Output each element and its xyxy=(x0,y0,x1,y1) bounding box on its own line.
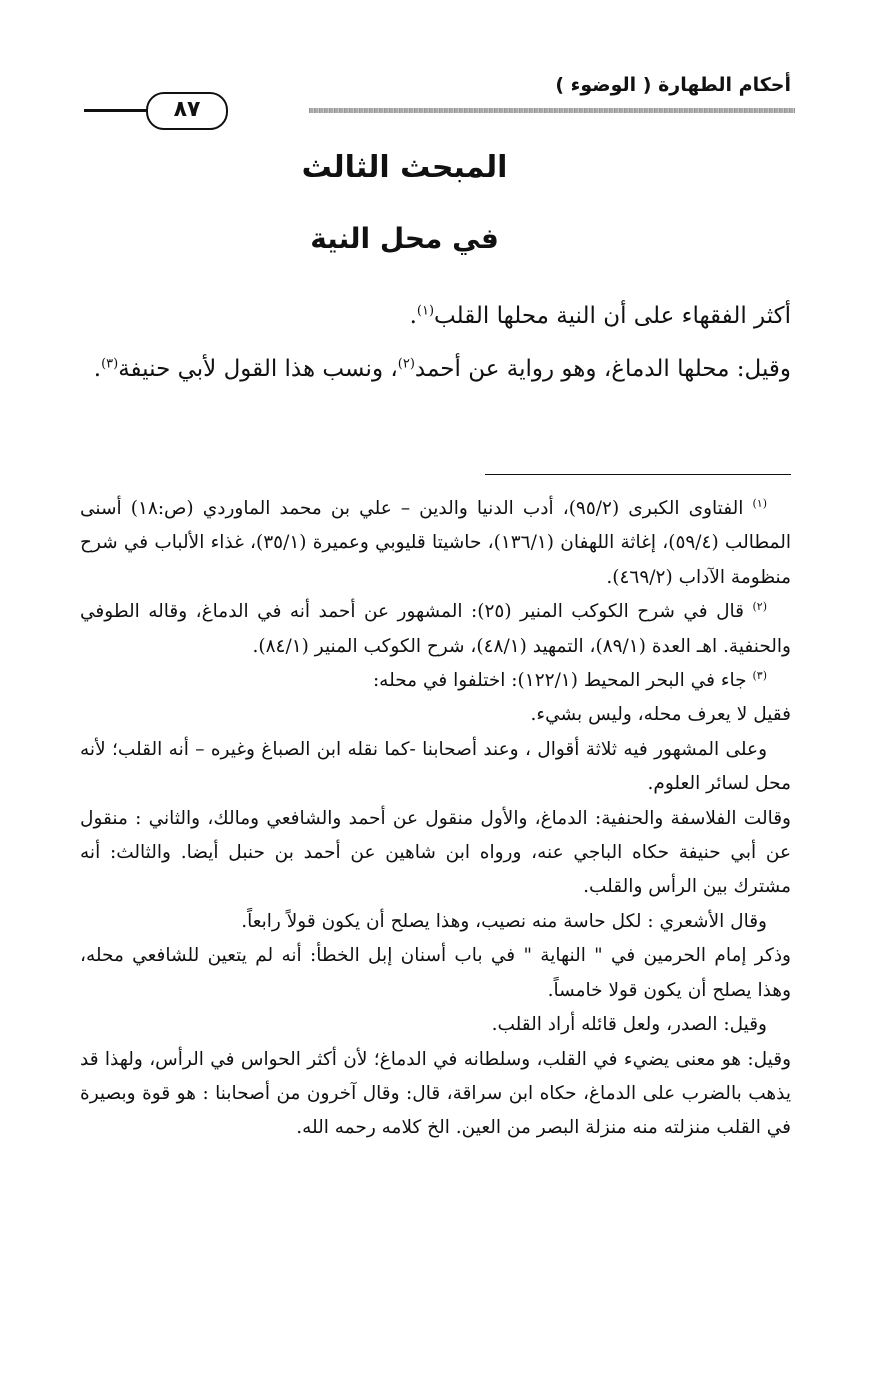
footnote xyxy=(80,595,791,664)
body-paragraph-2-text-b: ، ونسب هذا القول لأبي حنيفة xyxy=(118,356,398,382)
body-paragraph-2-text-a: وقيل: محلها الدماغ، وهو رواية عن أحمد xyxy=(414,356,791,382)
footnote-ref-3: (٣) xyxy=(101,356,119,372)
footnote-continuation-line: وذكر إمام الحرمين في " النهاية " في باب أسنان إبل الخطأ: أنه لم يتعين للشافعي محله، وهذا يصلح أن يكون قولا خامساً. xyxy=(80,945,791,1001)
footnote-ref-1: (١) xyxy=(416,303,435,319)
header-rule-texture xyxy=(309,108,795,113)
footnote-continuation-line: وقيل: الصدر، ولعل قائله أراد القلب. xyxy=(491,1014,767,1036)
body-paragraph-1-end: . xyxy=(409,303,417,329)
body-paragraph-1 xyxy=(82,290,791,343)
footnote-continuation-line: فقيل لا يعرف محله، وليس بشيء. xyxy=(530,704,791,726)
body-paragraph-2-end: . xyxy=(93,356,102,382)
body-paragraph-1-text: أكثر الفقهاء على أن النية محلها القلب xyxy=(434,303,791,329)
running-header-title: أحكام الطهارة ( الوضوء ) xyxy=(555,74,791,96)
footnote-text: قال في شرح الكوكب المنير (٢٥): المشهور عن أحمد أنه في الدماغ، وقاله الطوفي والحنفية. اهـ العدة (٨٩/١)، التمهيد (٤٨/١)، شرح الكوكب المنير (٨٤/١). xyxy=(80,601,791,657)
footnote-continuation-line: وعلى المشهور فيه ثلاثة أقوال ، وعند أصحابنا -كما نقله ابن الصباغ وغيره – أنه القلب؛ لأنه محل لسائر العلوم. xyxy=(80,738,791,795)
footnote xyxy=(80,664,791,698)
footnotes xyxy=(80,492,791,1146)
footnote-number: (٢) xyxy=(752,600,767,614)
section-heading: المبحث الثالث xyxy=(301,150,508,185)
body-paragraph-2 xyxy=(82,343,791,396)
footnote xyxy=(80,492,791,595)
footnote-continuation-line: وقالت الفلاسفة والحنفية: الدماغ، والأول منقول عن أحمد والشافعي ومالك، والثاني : منقول عن أبي حنيفة حكاه الباجي عنه، ورواه ابن شاهين عن أحمد بن حنبل أيضا. والثالث: أنه مشترك بين الرأس والقلب. xyxy=(80,807,791,898)
page-number: ٨٧ xyxy=(146,92,228,130)
section-subtitle: في محل النية xyxy=(310,222,499,255)
footnote-number: (٣) xyxy=(752,668,767,682)
footnote-number: (١) xyxy=(752,496,767,510)
footnote-text: جاء في البحر المحيط (١٢٢/١): اختلفوا في محله: xyxy=(372,670,747,692)
footnote-ref-2: (٢) xyxy=(397,356,415,372)
footnote-continuation-line: وقيل: هو معنى يضيء في القلب، وسلطانه في الدماغ؛ لأن أكثر الحواس في الرأس، ولهذا قد يذهب بالضرب على الدماغ، حكاه ابن سراقة، قال: وقال آخرون من أصحابنا : هو قوة وبصيرة في القلب منزلته منه منزلة البصر من العين. الخ كلامه رحمه الله. xyxy=(80,1048,791,1139)
footnote-continuation-line: وقال الأشعري : لكل حاسة منه نصيب، وهذا يصلح أن يكون قولاً رابعاً. xyxy=(241,910,767,932)
footnote-text: الفتاوى الكبرى (٩٥/٢)، أدب الدنيا والدين – علي بن محمد الماوردي (ص:١٨) أسنى المطالب (٥٩/٤)، إغاثة اللهفان (١٣٦/١)، حاشيتا قليوبي وعميرة (٣٥/١)، غذاء الألباب في شرح منظومة الآداب (٤٦٩/٢). xyxy=(80,498,792,588)
header-rule-left xyxy=(84,109,148,112)
footnote-separator xyxy=(485,474,791,475)
